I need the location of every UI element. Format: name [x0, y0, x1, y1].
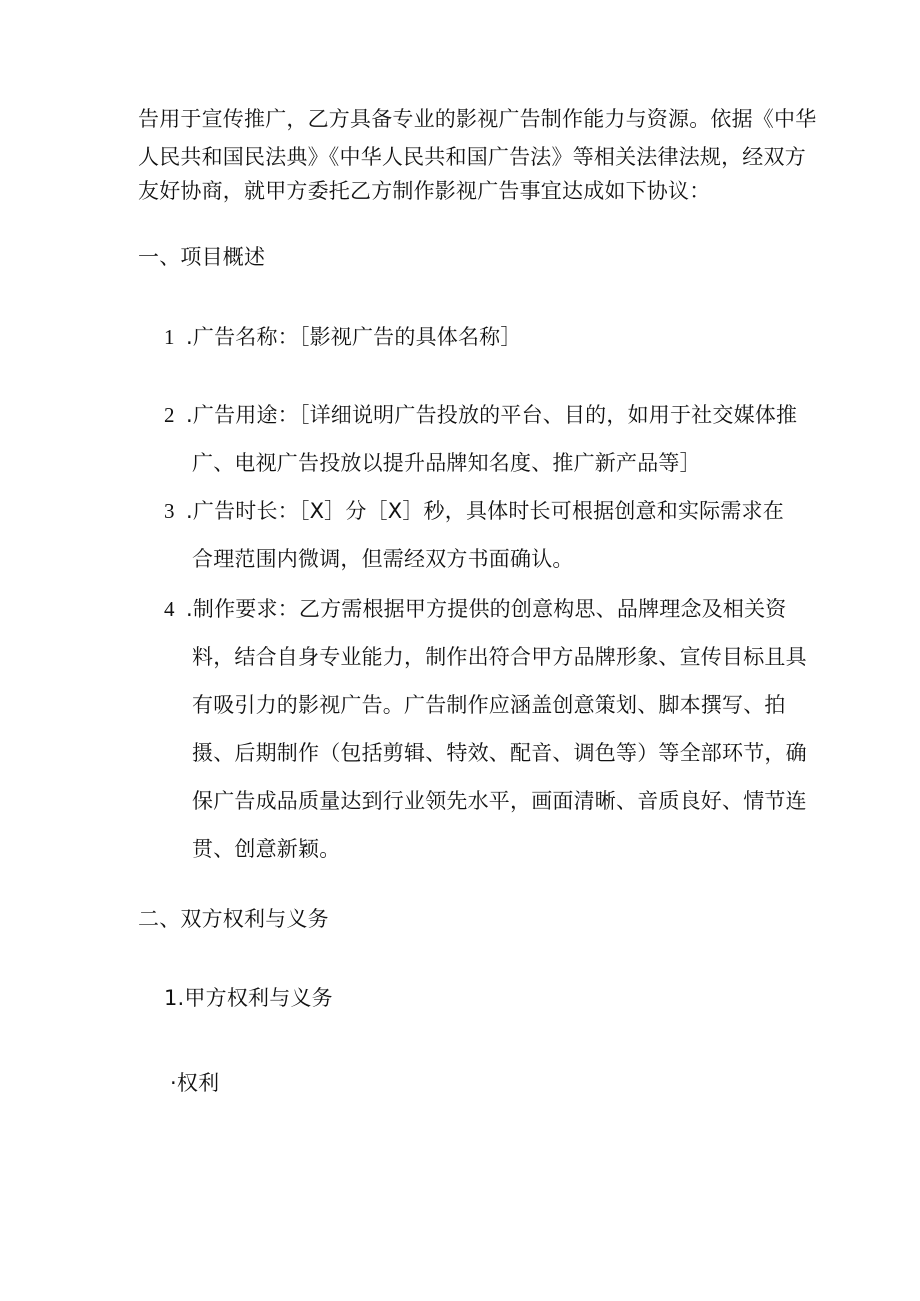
- intro-line: 友好协商，就甲方委托乙方制作影视广告事宜达成如下协议：: [138, 179, 711, 203]
- item-text: .广告名称：［影视广告的具体名称］: [186, 325, 522, 349]
- section-heading: 一、项目概述: [138, 245, 266, 269]
- item-text: 广、电视广告投放以提升品牌知名度、推广新产品等］: [192, 451, 701, 475]
- item-number: 4: [164, 597, 175, 621]
- item-text: .制作要求：乙方需根据甲方提供的创意构思、品牌理念及相关资: [186, 597, 787, 621]
- intro-line: 告用于宣传推广，乙方具备专业的影视广告制作能力与资源。依据《中华: [138, 107, 817, 131]
- item-text: 合理范围内微调，但需经双方书面确认。: [192, 547, 574, 571]
- item-text: 贯、创意新颖。: [192, 837, 341, 861]
- bullet-item: ·权利: [170, 1071, 220, 1095]
- subsection-heading: 1.甲方权利与义务: [164, 986, 333, 1010]
- intro-line: 人民共和国民法典》《中华人民共和国广告法》等相关法律法规，经双方: [138, 145, 806, 169]
- item-text: 保广告成品质量达到行业领先水平，画面清晰、音质良好、情节连: [192, 789, 807, 813]
- item-number: 2: [164, 403, 175, 427]
- item-text: .广告用途：［详细说明广告投放的平台、目的，如用于社交媒体推: [186, 403, 798, 427]
- item-text: .广告时长：［X］分［X］秒，具体时长可根据创意和实际需求在: [186, 499, 784, 523]
- item-text: 料，结合自身专业能力，制作出符合甲方品牌形象、宣传目标且具: [192, 645, 807, 669]
- item-number: 3: [164, 499, 175, 523]
- item-text: 有吸引力的影视广告。广告制作应涵盖创意策划、脚本撰写、拍: [192, 693, 786, 717]
- section-heading: 二、双方权利与义务: [138, 907, 329, 931]
- item-text: 摄、后期制作（包括剪辑、特效、配音、调色等）等全部环节，确: [192, 741, 807, 765]
- item-number: 1: [164, 325, 175, 349]
